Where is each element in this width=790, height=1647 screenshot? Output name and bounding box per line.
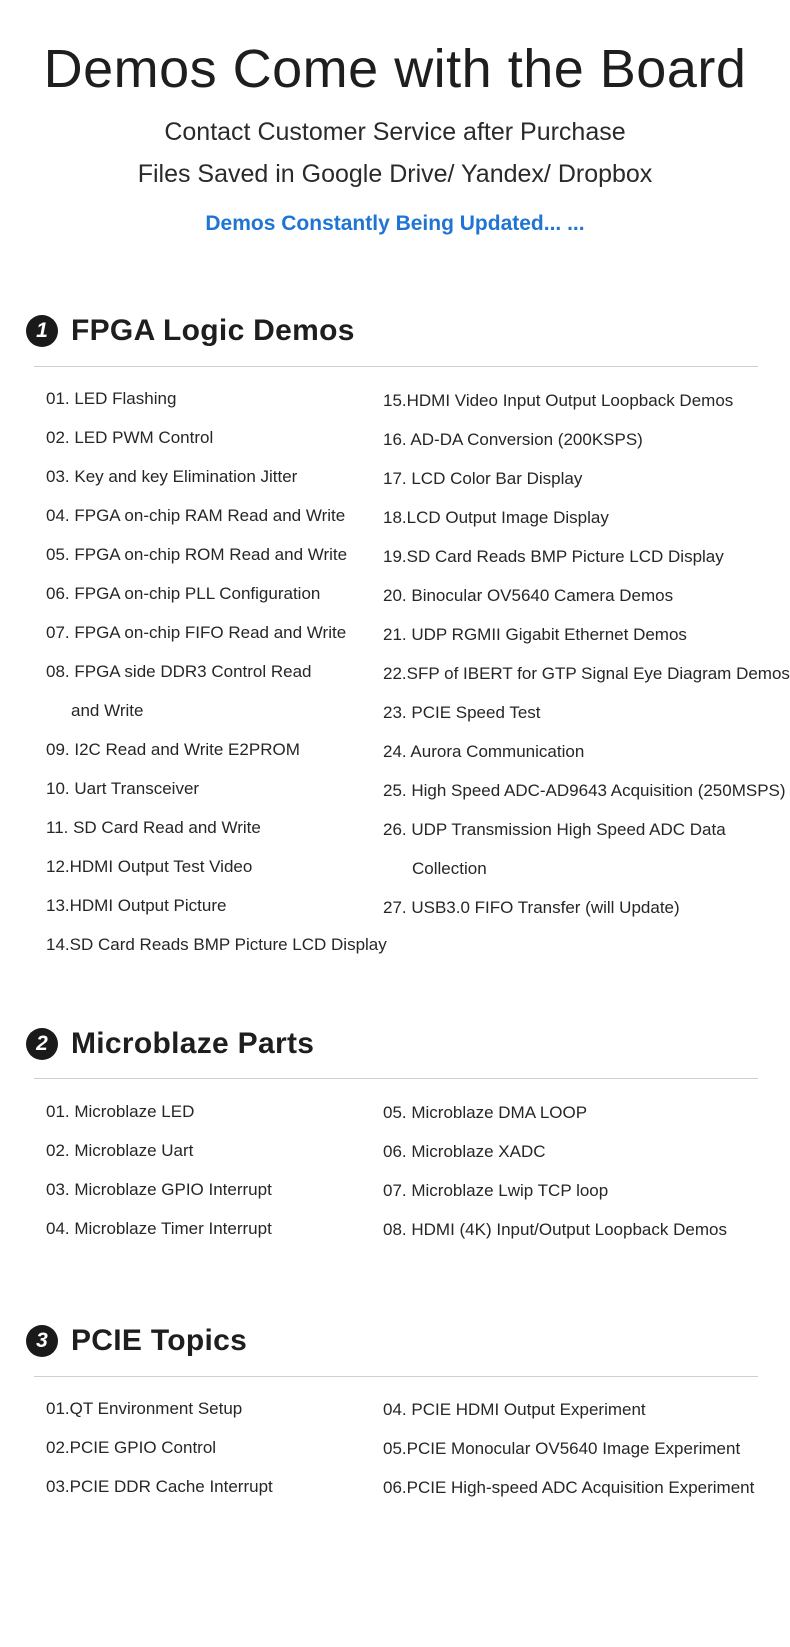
list-item: 27. USB3.0 FIFO Transfer (will Update) — [383, 898, 680, 917]
list-item: 11. SD Card Read and Write — [46, 818, 261, 837]
list-item: 24. Aurora Communication — [383, 742, 585, 761]
list-item: 21. UDP RGMII Gigabit Ethernet Demos — [383, 625, 687, 644]
list-item: 07. Microblaze Lwip TCP loop — [383, 1181, 609, 1200]
section-heading — [26, 311, 355, 351]
section-heading — [26, 1024, 314, 1064]
section-number-badge: 2 — [26, 1028, 58, 1060]
list-item: 04. FPGA on-chip RAM Read and Write — [46, 506, 346, 525]
demo-list-right — [383, 381, 790, 927]
section-heading — [26, 1321, 247, 1361]
list-item: 02. LED PWM Control — [46, 428, 214, 447]
page-title: Demos Come with the Board — [43, 39, 747, 99]
section-title: PCIE Topics — [71, 1324, 248, 1357]
list-item-continuation: Collection — [412, 859, 487, 878]
list-item: 15.HDMI Video Input Output Loopback Demos — [383, 391, 734, 410]
list-item: 09. I2C Read and Write E2PROM — [46, 740, 300, 759]
list-item: 06. FPGA on-chip PLL Configuration — [46, 584, 321, 603]
list-item: 05. FPGA on-chip ROM Read and Write — [46, 545, 348, 564]
list-item: 25. High Speed ADC-AD9643 Acquisition (250MSPS) — [383, 781, 786, 800]
list-item: 12.HDMI Output Test Video — [46, 857, 253, 876]
section-title: FPGA Logic Demos — [71, 314, 355, 347]
list-item: 10. Uart Transceiver — [46, 779, 200, 798]
list-item: 03.PCIE DDR Cache Interrupt — [46, 1477, 273, 1496]
updating-note: Demos Constantly Being Updated... ... — [205, 212, 585, 235]
demo-list-right — [383, 1390, 754, 1507]
list-item: 02.PCIE GPIO Control — [46, 1438, 217, 1457]
files-note: Files Saved in Google Drive/ Yandex/ Dropbox — [137, 160, 653, 188]
list-item: 08. HDMI (4K) Input/Output Loopback Demos — [383, 1220, 727, 1239]
demo-list-left — [46, 1389, 273, 1506]
list-item: 03. Key and key Elimination Jitter — [46, 467, 298, 486]
list-item: 08. FPGA side DDR3 Control Read — [46, 662, 312, 681]
list-item: 02. Microblaze Uart — [46, 1141, 194, 1160]
list-item: 22.SFP of IBERT for GTP Signal Eye Diagram Demos — [383, 664, 790, 683]
list-item: 01. Microblaze LED — [46, 1102, 195, 1121]
list-item: 26. UDP Transmission High Speed ADC Data — [383, 820, 726, 839]
list-item-continuation: and Write — [71, 701, 144, 720]
section-divider — [34, 366, 758, 367]
section-number-badge: 3 — [26, 1325, 58, 1357]
list-item: 18.LCD Output Image Display — [383, 508, 609, 527]
list-item: 20. Binocular OV5640 Camera Demos — [383, 586, 674, 605]
list-item: 03. Microblaze GPIO Interrupt — [46, 1180, 272, 1199]
section-number-badge: 1 — [26, 315, 58, 347]
demo-list-left — [46, 379, 387, 964]
list-item: 05. Microblaze DMA LOOP — [383, 1103, 588, 1122]
list-item: 07. FPGA on-chip FIFO Read and Write — [46, 623, 347, 642]
list-item: 05.PCIE Monocular OV5640 Image Experiment — [383, 1439, 741, 1458]
list-item: 06.PCIE High-speed ADC Acquisition Experiment — [383, 1478, 755, 1497]
list-item: 04. Microblaze Timer Interrupt — [46, 1219, 272, 1238]
list-item: 16. AD-DA Conversion (200KSPS) — [383, 430, 643, 449]
list-item: 04. PCIE HDMI Output Experiment — [383, 1400, 646, 1419]
list-item: 17. LCD Color Bar Display — [383, 469, 583, 488]
list-item: 14.SD Card Reads BMP Picture LCD Display — [46, 935, 387, 954]
list-item: 13.HDMI Output Picture — [46, 896, 227, 915]
list-item: 01. LED Flashing — [46, 389, 177, 408]
section-title: Microblaze Parts — [71, 1027, 315, 1060]
section-divider — [34, 1078, 758, 1079]
list-item: 06. Microblaze XADC — [383, 1142, 546, 1161]
contact-note: Contact Customer Service after Purchase — [164, 118, 626, 146]
list-item: 01.QT Environment Setup — [46, 1399, 243, 1418]
list-item: 19.SD Card Reads BMP Picture LCD Display — [383, 547, 724, 566]
demo-list-right — [383, 1093, 727, 1249]
demo-list-left — [46, 1092, 272, 1248]
section-divider — [34, 1376, 758, 1377]
list-item: 23. PCIE Speed Test — [383, 703, 541, 722]
